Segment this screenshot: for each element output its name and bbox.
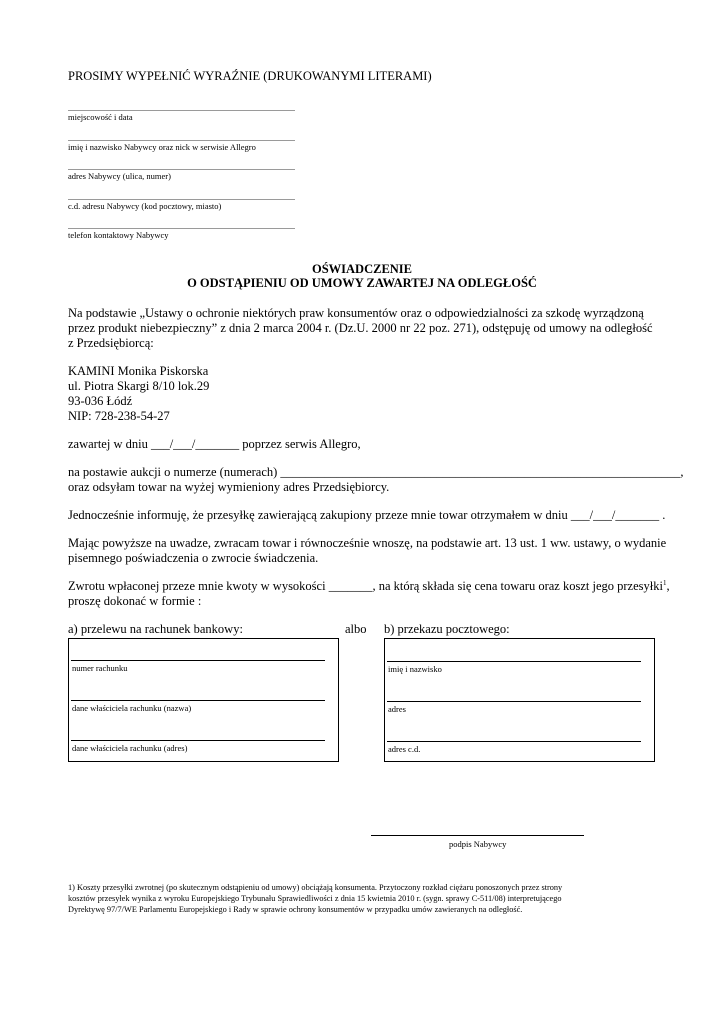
recipient-name-line[interactable] — [387, 661, 641, 662]
buyer-street-label: adres Nabywcy (ulica, numer) — [68, 171, 171, 181]
place-date-line[interactable] — [68, 110, 295, 111]
refund-amount-end: , — [666, 579, 670, 593]
recipient-address-cont-line[interactable] — [387, 741, 641, 742]
signature-label: podpis Nabywcy — [449, 839, 507, 849]
footnote-line: kosztów przesyłek wynika z wyroku Europejskiego Trybunału Sprawiedliwości z dnia 15 kwietnia 2010 r. (sygn. sprawy C-511/08) interpretującego — [68, 894, 562, 903]
recipient-address-line[interactable] — [387, 701, 641, 702]
footnote-line: Dyrektywę 97/7/WE Parlamentu Europejskiego i Rady w sprawie ochrony konsumentów w przypadku umów zawieranych na odległość. — [68, 905, 523, 914]
received-date-line[interactable]: Jednocześnie informuję, że przesyłkę zawierającą zakupiony przeze mnie towar otrzymałem w dniu ___/___/_______ . — [68, 508, 666, 522]
account-owner-address-line[interactable] — [71, 740, 325, 741]
document-title: OŚWIADCZENIE — [311, 262, 413, 276]
bank-transfer-box — [68, 638, 339, 762]
auction-number-line[interactable]: na postawie aukcji o numerze (numerach) ________________________________________________________________, — [68, 465, 684, 479]
buyer-name-line[interactable] — [68, 140, 295, 141]
buyer-city-line[interactable] — [68, 199, 295, 200]
account-owner-address-label: dane właściciela rachunku (adres) — [72, 743, 188, 753]
recipient-address-label: adres — [388, 704, 406, 714]
return-paragraph-line: Mając powyższe na uwadze, zwracam towar i równocześnie wnoszę, na podstawie art. 13 ust. 1 ww. ustawy, o wydanie — [68, 536, 667, 550]
return-paragraph-line: pisemnego poświadczenia o zwrocie świadczenia. — [68, 551, 319, 565]
seller-street: ul. Piotra Skargi 8/10 lok.29 — [68, 379, 210, 393]
intro-line: przez produkt niebezpieczny” z dnia 2 marca 2004 r. (Dz.U. 2000 nr 22 poz. 271), odstępuję od umowy na odległość — [68, 321, 653, 335]
or-label: albo — [345, 622, 367, 636]
contract-date-line[interactable]: zawartej w dniu ___/___/_______ poprzez serwis Allegro, — [68, 437, 361, 451]
document-subtitle: O ODSTĄPIENIU OD UMOWY ZAWARTEJ NA ODLEGŁOŚĆ — [187, 276, 537, 290]
fill-instruction: PROSIMY WYPEŁNIĆ WYRAŹNIE (DRUKOWANYMI LITERAMI) — [68, 69, 432, 83]
seller-city: 93-036 Łódź — [68, 394, 133, 408]
seller-name: KAMINI Monika Piskorska — [68, 364, 209, 378]
intro-line: z Przedsiębiorcą: — [68, 336, 154, 350]
footnote-line: 1) Koszty przesyłki zwrotnej (po skutecznym odstąpieniu od umowy) obciążają konsumenta. Przytoczony rozkład ciężaru ponoszonych przez strony — [68, 883, 563, 892]
recipient-name-label: imię i nazwisko — [388, 664, 442, 674]
bank-transfer-option[interactable]: a) przelewu na rachunek bankowy: — [68, 622, 243, 636]
auction-return-line: oraz odsyłam towar na wyżej wymieniony adres Przedsiębiorcy. — [68, 480, 390, 494]
buyer-name-label: imię i nazwisko Nabywcy oraz nick w serwisie Allegro — [68, 142, 256, 152]
refund-amount-text: Zwrotu wpłaconej przeze mnie kwoty w wysokości _______, na którą składa się cena towaru oraz koszt jego przesyłki — [68, 579, 663, 593]
postal-order-box — [384, 638, 655, 762]
intro-line: Na podstawie „Ustawy o ochronie niektórych praw konsumentów oraz o odpowiedzialności za szkodę wyrządzoną — [68, 306, 644, 320]
account-owner-name-label: dane właściciela rachunku (nazwa) — [72, 703, 192, 713]
refund-amount-line[interactable] — [68, 579, 670, 594]
postal-order-option[interactable]: b) przekazu pocztowego: — [384, 622, 510, 636]
account-number-label: numer rachunku — [72, 663, 128, 673]
buyer-phone-line[interactable] — [68, 228, 295, 229]
buyer-city-label: c.d. adresu Nabywcy (kod pocztowy, miasto) — [68, 201, 222, 211]
recipient-address-cont-label: adres c.d. — [388, 744, 421, 754]
buyer-street-line[interactable] — [68, 169, 295, 170]
refund-form-line: proszę dokonać w formie : — [68, 594, 202, 608]
account-owner-name-line[interactable] — [71, 700, 325, 701]
place-date-label: miejscowość i data — [68, 112, 133, 122]
signature-line[interactable] — [371, 835, 584, 836]
seller-nip: NIP: 728-238-54-27 — [68, 409, 170, 423]
footnote-mark: 1 — [662, 578, 667, 587]
account-number-line[interactable] — [71, 660, 325, 661]
buyer-phone-label: telefon kontaktowy Nabywcy — [68, 230, 169, 240]
